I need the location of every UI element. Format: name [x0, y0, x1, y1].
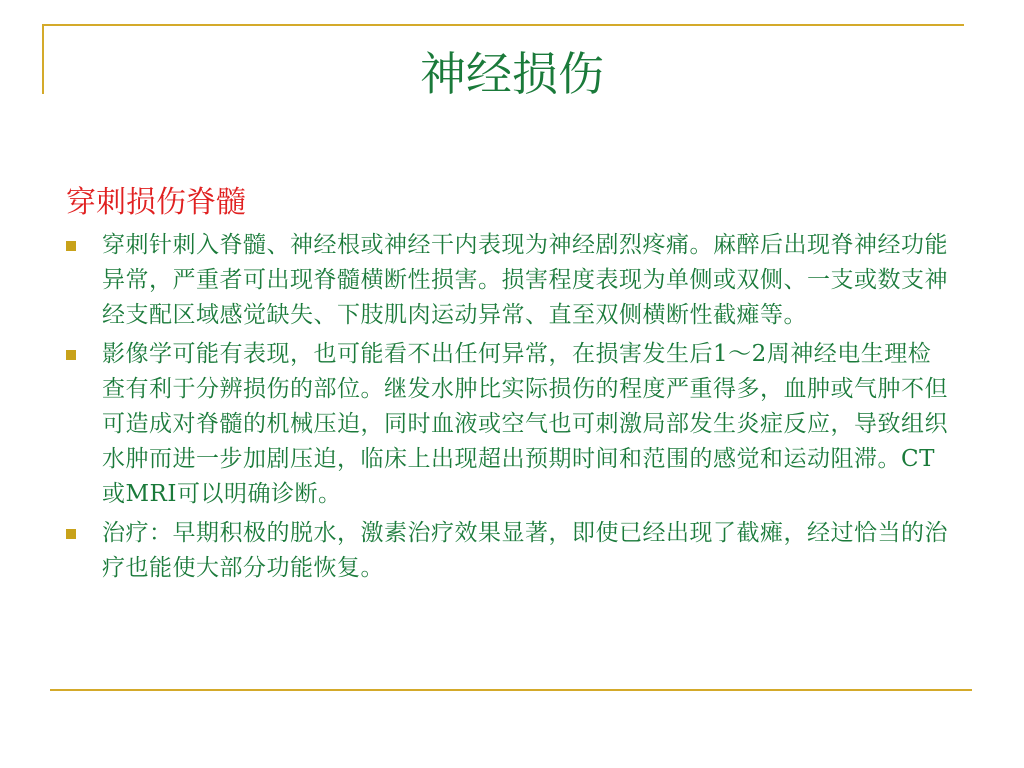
section-subheading: 穿刺损伤脊髓: [66, 185, 246, 220]
bullet-text: 影像学可能有表现，也可能看不出任何异常，在损害发生后1～2周神经电生理检查有利于分辨损伤的部位。继发水肿比实际损伤的程度严重得多，血肿或气肿不但可造成对脊髓的机械压迫，同时血液或空气也可刺激局部发生炎症反应，导致组织水肿而进一步加剧压迫，临床上出现超出预期时间和范围的感觉和运动阻滞。CT或MRI可以明确诊断。: [102, 341, 948, 507]
bullet-text: 治疗：早期积极的脱水，激素治疗效果显著，即使已经出现了截瘫，经过恰当的治疗也能使大部分功能恢复。: [102, 520, 948, 581]
top-rule: [42, 24, 964, 26]
bottom-rule: [50, 689, 972, 691]
square-bullet-icon: [66, 350, 76, 360]
bullet-item: [64, 337, 948, 512]
bullet-item: [64, 516, 948, 586]
square-bullet-icon: [66, 529, 76, 539]
bullet-item: [64, 228, 948, 333]
bullet-text: 穿刺针刺入脊髓、神经根或神经干内表现为神经剧烈疼痛。麻醉后出现脊神经功能异常，严重者可出现脊髓横断性损害。损害程度表现为单侧或双侧、一支或数支神经支配区域感觉缺失、下肢肌肉运动异常、直至双侧横断性截瘫等。: [102, 232, 948, 328]
slide-title: 神经损伤: [420, 47, 604, 101]
square-bullet-icon: [66, 241, 76, 251]
bullet-list: [64, 228, 948, 590]
